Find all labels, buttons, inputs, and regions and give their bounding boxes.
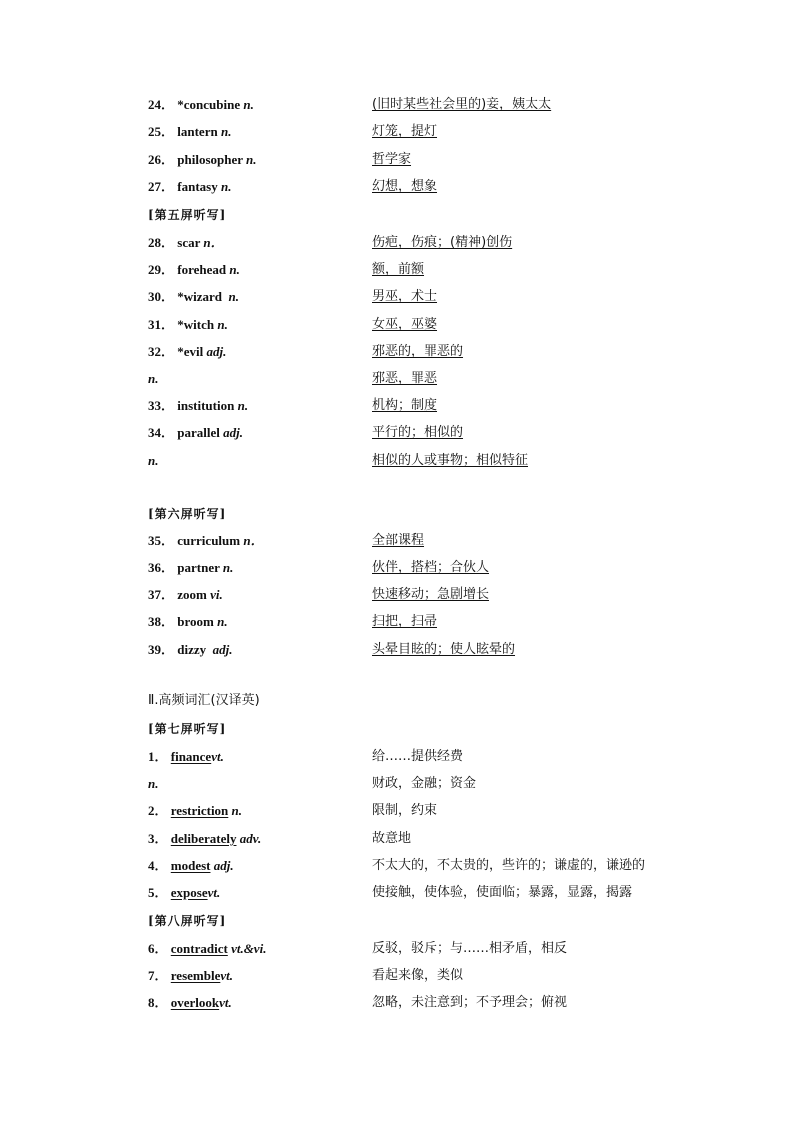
entry-english: 2． restriction n. <box>148 803 243 818</box>
section-label: [第八屏听写] <box>148 914 227 928</box>
entry-meaning: 灯笼，提灯 <box>372 124 438 139</box>
entry-meaning: 邪恶的，罪恶的 <box>372 344 464 359</box>
entry-meaning: 平行的；相似的 <box>372 425 464 440</box>
section-label: [第六屏听写] <box>148 507 227 521</box>
entry-english: 30． *wizard n. <box>148 289 240 304</box>
entry-english: 25． lantern n. <box>148 124 232 139</box>
vocab-row <box>148 233 708 253</box>
vocab-row <box>148 260 708 280</box>
vocab-row <box>148 150 708 170</box>
vocab-row <box>148 939 708 959</box>
entry-english: 28． scar n． <box>148 235 224 250</box>
section-heading: Ⅱ.高频词汇(汉译英) <box>148 693 260 708</box>
entry-meaning: 全部课程 <box>372 533 425 548</box>
vocab-row <box>148 966 708 986</box>
entry-english: 36． partner n. <box>148 560 234 575</box>
entry-meaning: 头晕目眩的；使人眩晕的 <box>372 642 516 657</box>
entry-meaning: 限制，约束 <box>372 803 438 818</box>
entry-meaning: 给……提供经费 <box>372 749 464 764</box>
entry-meaning: 使接触，使体验，使面临；暴露，显露，揭露 <box>372 885 633 900</box>
vocab-row <box>148 993 708 1013</box>
entry-english: 34． parallel adj. <box>148 425 243 440</box>
vocab-row <box>148 883 708 903</box>
entry-meaning: 不太大的，不太贵的，些许的；谦虚的，谦逊的 <box>372 858 646 873</box>
entry-english: n. <box>148 371 159 386</box>
entry-meaning: 哲学家 <box>372 152 412 167</box>
entry-meaning: (旧时某些社会里的)妾，姨太太 <box>372 97 552 112</box>
entry-english: 37． zoom vi. <box>148 587 223 602</box>
entry-meaning: 看起来像，类似 <box>372 968 464 983</box>
entry-meaning: 故意地 <box>372 831 412 846</box>
vocab-row <box>148 369 708 389</box>
entry-meaning: 幻想，想象 <box>372 179 438 194</box>
vocab-row <box>148 315 708 335</box>
entry-english: 6． contradict vt.&vi. <box>148 941 267 956</box>
entry-meaning: 忽略，未注意到；不予理会；俯视 <box>372 995 568 1010</box>
vocab-row <box>148 287 708 307</box>
section-label: [第五屏听写] <box>148 208 227 222</box>
entry-english: n. <box>148 453 159 468</box>
vocab-row <box>148 342 708 362</box>
entry-english: n. <box>148 776 159 791</box>
entry-meaning: 机构；制度 <box>372 398 438 413</box>
entry-english: 1． financevt. <box>148 749 224 764</box>
vocab-row <box>148 640 708 660</box>
entry-meaning: 邪恶，罪恶 <box>372 371 438 386</box>
entry-meaning: 快速移动；急剧增长 <box>372 587 490 602</box>
entry-english: 26． philosopher n. <box>148 152 257 167</box>
entry-meaning: 女巫，巫婆 <box>372 317 438 332</box>
entry-english: 27． fantasy n. <box>148 179 232 194</box>
vocab-row <box>148 451 708 471</box>
entry-english: 39． dizzy adj. <box>148 642 233 657</box>
entry-english: 5． exposevt. <box>148 885 221 900</box>
vocab-row <box>148 856 708 876</box>
entry-english: 31． *witch n. <box>148 317 228 332</box>
vocab-row <box>148 396 708 416</box>
vocab-row <box>148 177 708 197</box>
section-label: [第七屏听写] <box>148 722 227 736</box>
vocab-row <box>148 558 708 578</box>
entry-meaning: 男巫，术士 <box>372 289 438 304</box>
entry-english: 24． *concubine n. <box>148 97 254 112</box>
vocab-row <box>148 423 708 443</box>
entry-meaning: 反驳，驳斥；与……相矛盾，相反 <box>372 941 568 956</box>
entry-english: 32． *evil adj. <box>148 344 227 359</box>
entry-meaning: 财政，金融；资金 <box>372 776 477 791</box>
entry-english: 7． resemblevt. <box>148 968 233 983</box>
vocab-row <box>148 829 708 849</box>
vocab-row <box>148 747 708 767</box>
vocab-row <box>148 585 708 605</box>
entry-english: 33． institution n. <box>148 398 249 413</box>
entry-meaning: 扫把，扫帚 <box>372 614 438 629</box>
vocab-row <box>148 774 708 794</box>
entry-english: 8． overlookvt. <box>148 995 232 1010</box>
entry-english: 38． broom n. <box>148 614 228 629</box>
entry-english: 29． forehead n. <box>148 262 240 277</box>
vocab-row <box>148 801 708 821</box>
entry-meaning: 伤疤，伤痕；(精神)创伤 <box>372 235 513 250</box>
entry-meaning: 相似的人或事物；相似特征 <box>372 453 529 468</box>
entry-english: 35． curriculum n． <box>148 533 264 548</box>
vocab-row <box>148 612 708 632</box>
vocab-row <box>148 122 708 142</box>
entry-meaning: 伙伴，搭档；合伙人 <box>372 560 490 575</box>
entry-meaning: 额，前额 <box>372 262 425 277</box>
entry-english: 4． modest adj. <box>148 858 234 873</box>
vocab-row <box>148 531 708 551</box>
entry-english: 3． deliberately adv. <box>148 831 262 846</box>
vocab-row <box>148 95 708 115</box>
